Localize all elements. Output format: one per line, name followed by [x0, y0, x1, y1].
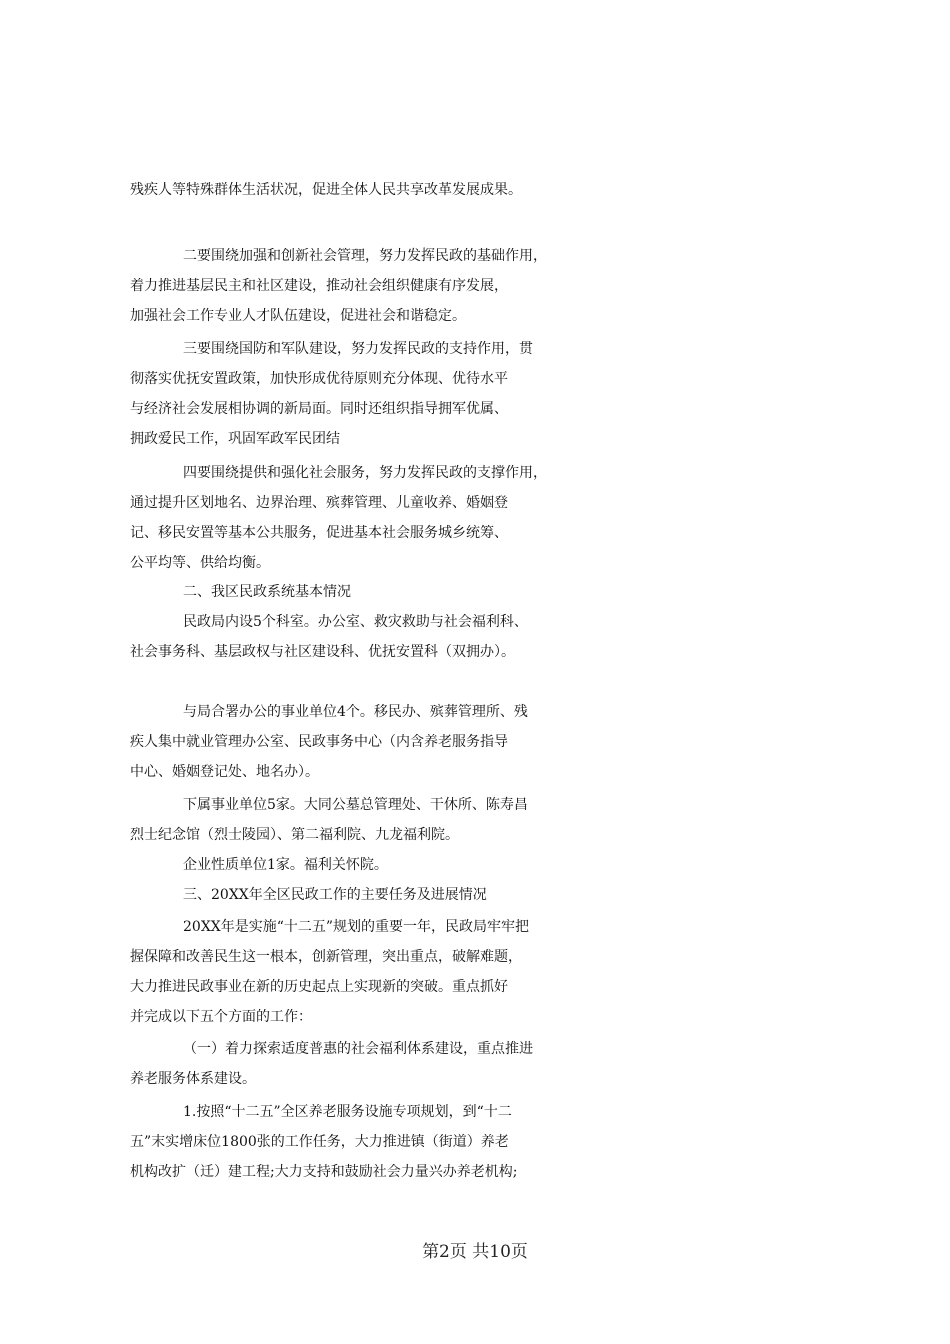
text-line: 民政局内设5个科室。办公室、救灾救助与社会福利科、: [183, 614, 528, 630]
text-line: 1.按照“十二五”全区养老服务设施专项规划，到“十二: [183, 1104, 512, 1120]
text-line: 加强社会工作专业人才队伍建设，促进社会和谐稳定。: [130, 308, 466, 324]
text-line: 大力推进民政事业在新的历史起点上实现新的突破。重点抓好: [130, 979, 508, 995]
text-line: 拥政爱民工作，巩固军政军民团结: [130, 431, 340, 447]
text-line: 彻落实优抚安置政策，加快形成优待原则充分体现、优待水平: [130, 371, 508, 387]
text-line: 机构改扩（迁）建工程;大力支持和鼓励社会力量兴办养老机构;: [130, 1164, 518, 1180]
text-line: 着力推进基层民主和社区建设，推动社会组织健康有序发展，: [130, 278, 508, 294]
text-line: 五”末实增床位1800张的工作任务，大力推进镇（街道）养老: [130, 1134, 509, 1150]
text-line: 与局合署办公的事业单位4个。移民办、殡葬管理所、残: [183, 704, 528, 720]
text-line: 二要围绕加强和创新社会管理，努力发挥民政的基础作用，: [183, 248, 547, 264]
text-line: 企业性质单位1家。福利关怀院。: [183, 857, 388, 873]
text-line: 20XX年是实施“十二五”规划的重要一年，民政局牢牢把: [183, 919, 530, 935]
text-line: 四要围绕提供和强化社会服务，努力发挥民政的支撑作用，: [183, 465, 547, 481]
text-line: 通过提升区划地名、边界治理、殡葬管理、儿童收养、婚姻登: [130, 495, 508, 511]
text-line: （一）着力探索适度普惠的社会福利体系建设，重点推进: [183, 1041, 533, 1057]
text-line: 烈士纪念馆（烈士陵园）、第二福利院、九龙福利院。: [130, 827, 459, 843]
text-line: 公平均等、供给均衡。: [130, 555, 270, 571]
section-heading: 二、我区民政系统基本情况: [183, 584, 351, 600]
text-line: 与经济社会发展相协调的新局面。同时还组织指导拥军优属、: [130, 401, 508, 417]
text-line: 残疾人等特殊群体生活状况，促进全体人民共享改革发展成果。: [130, 182, 522, 198]
text-line: 三要围绕国防和军队建设，努力发挥民政的支持作用，贯: [183, 341, 533, 357]
text-line: 疾人集中就业管理办公室、民政事务中心（内含养老服务指导: [130, 734, 508, 750]
text-line: 中心、婚姻登记处、地名办）。: [130, 764, 319, 780]
text-line: 记、移民安置等基本公共服务，促进基本社会服务城乡统筹、: [130, 525, 508, 541]
text-line: 并完成以下五个方面的工作：: [130, 1009, 312, 1025]
text-line: 养老服务体系建设。: [130, 1071, 256, 1087]
page-number-footer: 第2页 共10页: [422, 1242, 528, 1262]
section-heading: 三、20XX年全区民政工作的主要任务及进展情况: [183, 887, 487, 903]
text-line: 握保障和改善民生这一根本，创新管理，突出重点，破解难题，: [130, 949, 522, 965]
text-line: 下属事业单位5家。大同公墓总管理处、干休所、陈寿昌: [183, 797, 528, 813]
text-line: 社会事务科、基层政权与社区建设科、优抚安置科（双拥办）。: [130, 644, 515, 660]
